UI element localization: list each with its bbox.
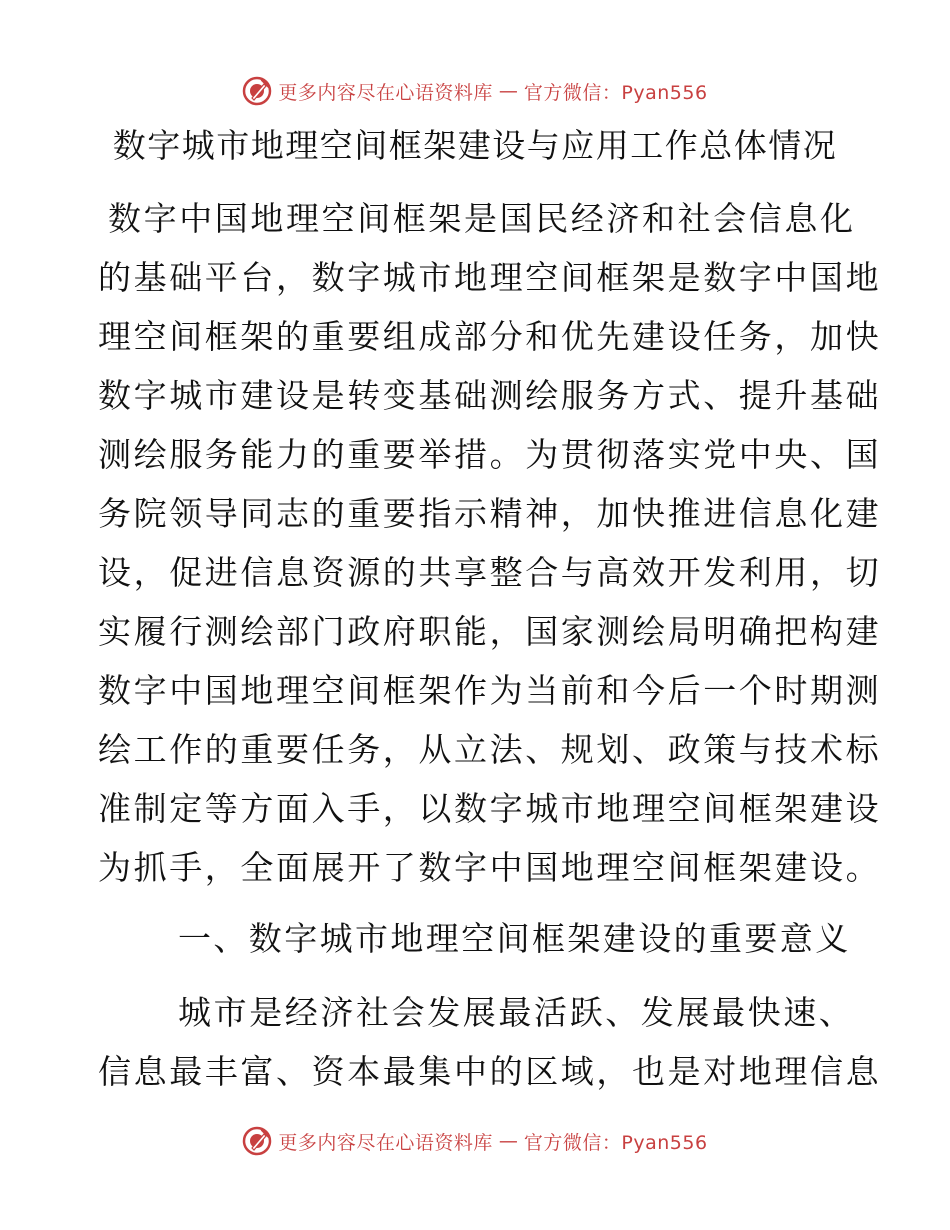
watermark-contact-text: 官方微信：Pyan556	[523, 1131, 708, 1154]
paragraph-line: 测绘服务能力的重要举措。为贯彻落实党中央、国	[98, 435, 882, 474]
paragraph-line: 理空间框架的重要组成部分和优先建设任务，加快	[98, 317, 882, 356]
watermark-site-text: 更多内容尽在心语资料库	[278, 1131, 493, 1154]
paragraph-line: 务院领导同志的重要指示精神，加快推进信息化建	[98, 494, 882, 533]
paragraph-line: 数字中国地理空间框架作为当前和今后一个时期测	[98, 671, 882, 710]
document-title: 数字城市地理空间框架建设与应用工作总体情况	[112, 126, 838, 165]
footer-watermark	[0, 1121, 950, 1161]
paragraph-line: 的基础平台，数字城市地理空间框架是数字中国地	[98, 258, 882, 297]
watermark-contact-text: 官方微信：Pyan556	[523, 81, 708, 104]
paragraph-line: 设，促进信息资源的共享整合与高效开发利用，切	[98, 553, 882, 592]
paragraph-line: 准制定等方面入手，以数字城市地理空间框架建设	[98, 789, 882, 828]
paragraph-line: 数字中国地理空间框架是国民经济和社会信息化	[108, 199, 856, 238]
paragraph-line: 信息最丰富、资本最集中的区域，也是对地理信息	[98, 1052, 882, 1091]
paragraph-line: 城市是经济社会发展最活跃、发展最快速、	[178, 993, 855, 1032]
paragraph-line: 绘工作的重要任务，从立法、规划、政策与技术标	[98, 730, 882, 769]
watermark-site-text: 更多内容尽在心语资料库	[278, 81, 493, 104]
pen-logo-icon	[242, 1126, 272, 1156]
watermark-separator: —	[498, 1130, 518, 1152]
pen-logo-icon	[242, 76, 272, 106]
section-heading: 一、数字城市地理空间框架建设的重要意义	[178, 919, 851, 958]
header-watermark	[0, 71, 950, 111]
watermark-separator: —	[498, 80, 518, 102]
paragraph-line: 数字城市建设是转变基础测绘服务方式、提升基础	[98, 376, 882, 415]
paragraph-line: 实履行测绘部门政府职能，国家测绘局明确把构建	[98, 612, 882, 651]
paragraph-line: 为抓手，全面展开了数字中国地理空间框架建设。	[98, 848, 882, 887]
